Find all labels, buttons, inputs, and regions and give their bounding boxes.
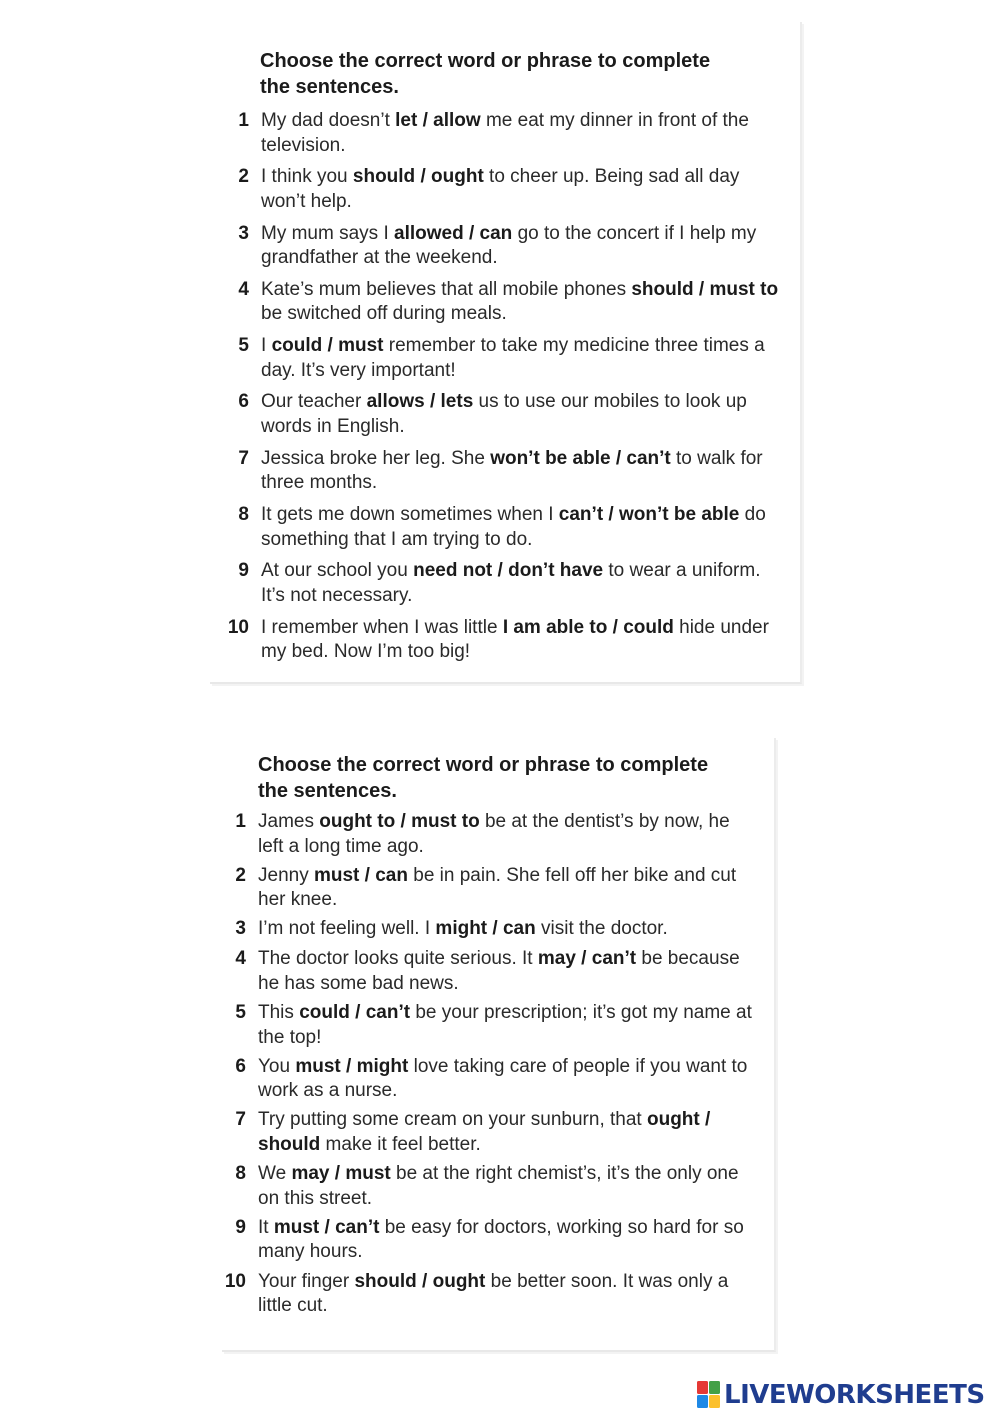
option-b[interactable]: must to [709, 278, 779, 300]
question-text [258, 1055, 758, 1104]
option-separator: / [340, 1055, 357, 1077]
brand-name: LIVEWORKSHEETS [724, 1380, 985, 1410]
option-separator: / [349, 1002, 366, 1024]
text-after: to wear a uniform. It’s not necessary. [261, 560, 761, 606]
question-number: 6 [235, 1055, 246, 1077]
text-before: My mum says I [261, 222, 395, 244]
text-after: be in pain. She fell off her bike and cut her knee. [258, 864, 737, 911]
option-b[interactable]: should [258, 1133, 321, 1155]
option-separator: / [492, 560, 509, 582]
question-number: 8 [238, 504, 249, 526]
text-before: We [258, 1163, 292, 1185]
text-after: remember to take my medicine three times a day. It’s very important! [261, 335, 765, 381]
text-before: James [258, 811, 320, 832]
question-text [261, 278, 781, 327]
question-item [210, 222, 785, 278]
option-separator: / [322, 335, 339, 357]
question-text [261, 334, 781, 383]
question-text [261, 165, 781, 214]
text-after: be because he has some bad news. [258, 948, 740, 994]
question-text [258, 864, 758, 913]
text-before: You [258, 1055, 296, 1077]
question-item [222, 1108, 762, 1162]
text-before: Jenny [258, 864, 314, 886]
question-item [222, 1055, 762, 1109]
option-b[interactable]: can [502, 918, 536, 940]
question-item [210, 390, 785, 446]
option-a[interactable]: could [299, 1002, 350, 1024]
option-b[interactable]: must to [411, 811, 480, 832]
option-b[interactable]: can [479, 222, 513, 244]
question-item [222, 1216, 762, 1270]
question-item [210, 447, 785, 503]
text-before: I think you [261, 166, 353, 188]
text-before: Kate’s mum believes that all mobile phones [261, 278, 632, 300]
question-item [222, 917, 762, 947]
question-item [210, 109, 785, 165]
text-after: love taking care of people if you want to work as a nurse. [258, 1055, 748, 1102]
liveworksheets-logo-icon [697, 1381, 721, 1409]
question-text [258, 810, 758, 859]
option-separator: / [603, 504, 619, 526]
text-before: Jessica broke her leg. She [261, 447, 491, 469]
logo-tile [697, 1395, 708, 1408]
option-b[interactable]: allow [433, 110, 481, 131]
logo-tile [697, 1381, 708, 1394]
option-a[interactable]: let [395, 110, 418, 131]
text-after: to cheer up. Being sad all day won’t help. [261, 166, 740, 212]
option-a[interactable]: I am able to [502, 616, 608, 638]
option-b[interactable]: can’t [626, 447, 671, 469]
option-separator: / [424, 391, 441, 413]
question-text [261, 447, 781, 496]
question-number: 6 [238, 391, 249, 413]
option-separator: / [699, 1109, 711, 1131]
instruction-line-1: Choose the correct word or phrase to complete [260, 50, 711, 72]
text-before: My dad doesn’t [261, 110, 396, 131]
text-before: The doctor looks quite serious. It [258, 948, 538, 970]
option-separator: / [319, 1216, 336, 1238]
option-b[interactable]: ought [431, 166, 484, 188]
question-item [222, 1162, 762, 1216]
question-text [258, 1216, 758, 1265]
question-number: 2 [235, 864, 246, 886]
option-separator: / [487, 918, 503, 940]
text-after: me eat my dinner in front of the television. [261, 110, 749, 156]
option-b[interactable]: must [345, 1163, 391, 1185]
option-separator: / [395, 811, 412, 832]
question-text [261, 222, 781, 271]
worksheet-1-question-list [210, 109, 785, 672]
option-a[interactable]: need not [413, 560, 493, 582]
option-b[interactable]: lets [440, 391, 474, 413]
question-number: 1 [235, 811, 246, 832]
option-separator: / [693, 278, 710, 300]
question-text [258, 947, 758, 996]
question-number: 10 [227, 616, 249, 638]
option-b[interactable]: can [375, 864, 408, 886]
worksheet-2 [222, 738, 776, 1352]
text-after: us to use our mobiles to look up words in English. [261, 391, 747, 437]
option-b[interactable]: must [338, 335, 384, 357]
option-separator: / [415, 166, 432, 188]
option-b[interactable]: won’t be able [619, 504, 740, 526]
text-before: At our school you [261, 560, 414, 582]
option-b[interactable]: can’t [335, 1216, 380, 1238]
question-text [258, 1108, 758, 1157]
option-a[interactable]: ought [646, 1109, 700, 1131]
text-before: I remember when I was little [261, 616, 503, 638]
option-a[interactable]: won’t be able [490, 447, 611, 469]
text-after: be easy for doctors, working so hard for so many hours. [258, 1216, 744, 1263]
question-text [261, 559, 781, 608]
worksheet-1 [210, 22, 802, 684]
question-text [258, 1001, 758, 1050]
text-before: This [258, 1002, 300, 1024]
question-number: 2 [238, 166, 249, 188]
question-number: 3 [238, 222, 249, 244]
option-a[interactable]: can’t [558, 504, 604, 526]
option-separator: / [607, 616, 624, 638]
text-before: Our teacher [261, 391, 367, 413]
option-separator: / [575, 948, 592, 970]
text-after: be at the right chemist’s, it’s the only one on this street. [258, 1163, 739, 1209]
question-item [210, 334, 785, 390]
option-separator: / [416, 1270, 433, 1292]
option-b[interactable]: can’t [591, 948, 637, 970]
question-number: 8 [235, 1163, 246, 1185]
question-text [261, 503, 781, 552]
logo-tile [709, 1381, 720, 1394]
text-before: Your finger [258, 1270, 355, 1292]
instruction-line-2: the sentences. [260, 76, 399, 98]
question-item [210, 278, 785, 334]
question-item [222, 1001, 762, 1055]
worksheet-2-instruction [258, 752, 758, 804]
question-number: 10 [224, 1270, 246, 1292]
option-a[interactable]: ought to [319, 811, 396, 832]
text-after: visit the doctor. [535, 918, 668, 940]
option-b[interactable]: ought [432, 1270, 486, 1292]
option-a[interactable]: may [537, 948, 576, 970]
option-b[interactable]: don’t have [508, 560, 604, 582]
question-item [210, 165, 785, 221]
question-text [258, 917, 758, 942]
option-a[interactable]: must [313, 864, 360, 886]
text-after: hide under my bed. Now I’m too big! [261, 616, 769, 663]
option-a[interactable]: could [271, 335, 323, 357]
logo-tile [709, 1395, 720, 1408]
worksheet-2-question-list [222, 810, 762, 1323]
question-item [222, 947, 762, 1001]
question-number: 5 [235, 1002, 246, 1024]
text-after: go to the concert if I help my grandfather at the weekend. [261, 222, 757, 269]
instruction-line-1: Choose the correct word or phrase to complete [258, 754, 709, 776]
question-number: 4 [235, 948, 246, 970]
text-after: make it feel better. [320, 1133, 481, 1155]
option-a[interactable]: should [352, 166, 416, 188]
instruction-line-2: the sentences. [258, 780, 397, 802]
option-separator: / [610, 447, 627, 469]
text-before: I’m not feeling well. I [258, 918, 436, 940]
question-item [210, 559, 785, 615]
option-a[interactable]: should [354, 1270, 417, 1292]
text-after: be at the dentist’s by now, he left a long time ago. [258, 811, 730, 857]
option-separator: / [359, 864, 376, 886]
option-a[interactable]: must [295, 1055, 341, 1077]
text-before: It [258, 1216, 274, 1238]
option-b[interactable]: can’t [365, 1002, 411, 1024]
worksheet-1-instruction [260, 48, 780, 100]
option-separator: / [329, 1163, 346, 1185]
option-a[interactable]: allows [366, 391, 425, 413]
text-after: be better soon. It was only a little cut. [258, 1270, 729, 1316]
text-before: Try putting some cream on your sunburn, that [258, 1109, 647, 1131]
option-a[interactable]: might [435, 918, 488, 940]
text-after: do something that I am trying to do. [261, 504, 766, 550]
text-after: be switched off during meals. [261, 303, 507, 325]
question-item [222, 1270, 762, 1324]
question-number: 3 [235, 918, 246, 940]
option-a[interactable]: allowed [394, 222, 464, 244]
option-separator: / [463, 222, 480, 244]
question-number: 9 [238, 560, 249, 582]
option-a[interactable]: should [631, 278, 694, 300]
text-after: be your prescription; it’s got my name at the top! [258, 1002, 752, 1048]
question-number: 1 [238, 110, 249, 131]
question-number: 5 [238, 335, 249, 357]
question-text [258, 1270, 758, 1319]
question-number: 7 [238, 447, 249, 469]
question-number: 9 [235, 1216, 246, 1238]
question-text [261, 616, 781, 665]
option-a[interactable]: must [273, 1216, 320, 1238]
option-separator: / [417, 110, 434, 131]
question-item [222, 864, 762, 918]
question-text [261, 109, 781, 158]
question-item [222, 810, 762, 864]
question-text [258, 1162, 758, 1211]
question-number: 4 [238, 278, 249, 300]
question-number: 7 [235, 1109, 246, 1131]
liveworksheets-branding[interactable] [697, 1378, 997, 1412]
question-item [210, 616, 785, 672]
text-before: I [261, 335, 272, 357]
option-b[interactable]: might [356, 1055, 409, 1077]
question-text [261, 390, 781, 439]
text-after: to walk for three months. [261, 447, 763, 494]
option-a[interactable]: may [291, 1163, 330, 1185]
question-item [210, 503, 785, 559]
text-before: It gets me down sometimes when I [261, 504, 559, 526]
option-b[interactable]: could [623, 616, 674, 638]
